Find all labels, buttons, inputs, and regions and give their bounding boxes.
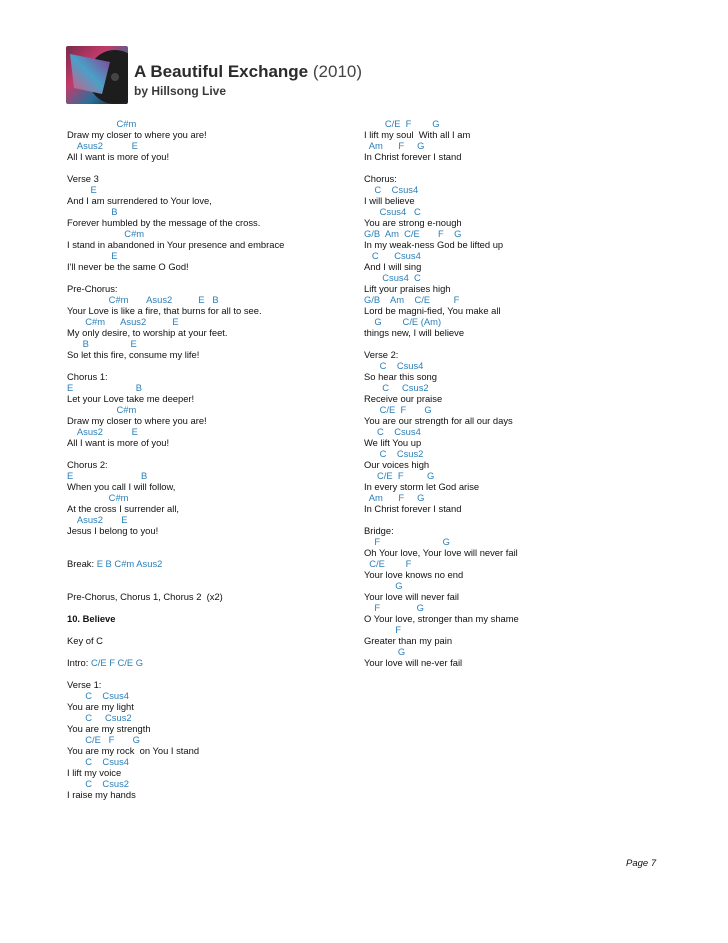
lyric-line: I will believe bbox=[364, 195, 415, 206]
chord-line: C Csus2 bbox=[67, 778, 129, 789]
lyric-line: Our voices high bbox=[364, 459, 430, 470]
lyric-line: Chorus 2: bbox=[67, 459, 108, 470]
chord-sequence: C/E F C/E G bbox=[90, 657, 144, 668]
blank-line bbox=[67, 569, 367, 580]
chord-line: C Csus4 bbox=[364, 426, 421, 437]
chord-line: Csus4 C bbox=[364, 206, 421, 217]
chord-line: E B bbox=[67, 382, 143, 393]
chord-line: C/E F G bbox=[364, 404, 432, 415]
blank-line bbox=[67, 624, 367, 635]
chord-line: F G bbox=[364, 602, 424, 613]
left-column bbox=[67, 118, 367, 800]
chord-line: B bbox=[67, 206, 118, 217]
document-header bbox=[66, 40, 366, 106]
chord-line: C/E F bbox=[364, 558, 412, 569]
chord-line: C Csus4 bbox=[364, 184, 419, 195]
lyric-line: You are my rock on You I stand bbox=[67, 745, 200, 756]
lyric-line: Pre-Chorus, Chorus 1, Chorus 2 (x2) bbox=[67, 591, 223, 602]
lyric-line: Your love knows no end bbox=[364, 569, 464, 580]
line-label: Break: bbox=[67, 558, 97, 569]
lyric-line: I raise my hands bbox=[67, 789, 136, 800]
lyric-line: So hear this song bbox=[364, 371, 437, 382]
chord-line: Asus2 E bbox=[67, 426, 138, 437]
chord-line: E B bbox=[67, 470, 148, 481]
album-year: (2010) bbox=[312, 62, 363, 81]
lyric-line: And I will sing bbox=[364, 261, 422, 272]
lyric-line: Chorus 1: bbox=[67, 371, 108, 382]
lyric-line: So let this fire, consume my life! bbox=[67, 349, 200, 360]
chord-line: E bbox=[67, 250, 118, 261]
blank-line bbox=[67, 536, 367, 547]
lyric-line: In every storm let God arise bbox=[364, 481, 480, 492]
blank-line bbox=[67, 602, 367, 613]
lyric-line: Verse 2: bbox=[364, 349, 399, 360]
blank-line bbox=[364, 162, 664, 173]
lyric-line: Verse 1: bbox=[67, 679, 102, 690]
chord-line: G C/E (Am) bbox=[364, 316, 442, 327]
blank-line bbox=[364, 338, 664, 349]
lyric-line: Lift your praises high bbox=[364, 283, 451, 294]
lyric-line: My only desire, to worship at your feet. bbox=[67, 327, 228, 338]
chord-line: C Csus4 bbox=[67, 690, 129, 701]
lyric-line: Draw my closer to where you are! bbox=[67, 129, 207, 140]
lyric-line: Bridge: bbox=[364, 525, 394, 536]
lyric-line: Forever humbled by the message of the cross. bbox=[67, 217, 261, 228]
lyric-line: Your love will ne-ver fail bbox=[364, 657, 463, 668]
lyric-line: Greater than my pain bbox=[364, 635, 453, 646]
lyric-line: You are our strength for all our days bbox=[364, 415, 513, 426]
chord-sequence: E B C#m Asus2 bbox=[96, 558, 163, 569]
chord-line: C#m Asus2 E bbox=[67, 316, 179, 327]
chord-line: Asus2 E bbox=[67, 514, 128, 525]
blank-line bbox=[67, 580, 367, 591]
lyric-line: I lift my soul With all I am bbox=[364, 129, 471, 140]
blank-line bbox=[67, 162, 367, 173]
album-artist: by Hillsong Live bbox=[134, 84, 227, 98]
lyric-line: I'll never be the same O God! bbox=[67, 261, 189, 272]
album-title-text: A Beautiful Exchange bbox=[134, 62, 309, 81]
chord-line: C#m bbox=[67, 492, 129, 503]
chord-line: E bbox=[67, 184, 97, 195]
album-cover-image bbox=[66, 46, 128, 104]
lyric-line: In Christ forever I stand bbox=[364, 503, 462, 514]
chord-line: C/E F G bbox=[67, 734, 140, 745]
chord-line: C Csus4 bbox=[364, 250, 421, 261]
chord-line: F G bbox=[364, 536, 450, 547]
chord-line: G/B Am C/E F G bbox=[364, 228, 462, 239]
lyric-line: You are my light bbox=[67, 701, 134, 712]
chord-line: C Csus4 bbox=[67, 756, 129, 767]
line-label: Intro: bbox=[67, 657, 91, 668]
lyric-line: Key of C bbox=[67, 635, 103, 646]
chord-line: G/B Am C/E F bbox=[364, 294, 460, 305]
chord-line: C#m Asus2 E B bbox=[67, 294, 219, 305]
chord-line: B E bbox=[67, 338, 137, 349]
blank-line bbox=[364, 514, 664, 525]
lyric-line: Lord be magni-fied, You make all bbox=[364, 305, 501, 316]
blank-line bbox=[67, 547, 367, 558]
lyric-line: And I am surrendered to Your love, bbox=[67, 195, 212, 206]
lyric-line: You are my strength bbox=[67, 723, 151, 734]
lyric-line: Your Love is like a fire, that burns for all to see. bbox=[67, 305, 262, 316]
chord-line: C#m bbox=[67, 118, 137, 129]
album-title bbox=[134, 62, 362, 82]
lyric-line: When you call I will follow, bbox=[67, 481, 176, 492]
lyric-line: Chorus: bbox=[364, 173, 397, 184]
chord-line: G bbox=[364, 580, 403, 591]
lyric-line: At the cross I surrender all, bbox=[67, 503, 180, 514]
label-line bbox=[67, 558, 367, 569]
chord-line: C#m bbox=[67, 404, 137, 415]
song-title: 10. Believe bbox=[67, 613, 116, 624]
chord-line: Am F G bbox=[364, 492, 425, 503]
chord-line: C Csus2 bbox=[67, 712, 132, 723]
label-line bbox=[67, 657, 367, 668]
chord-line: C#m bbox=[67, 228, 145, 239]
lyric-line: All I want is more of you! bbox=[67, 437, 170, 448]
blank-line bbox=[67, 646, 367, 657]
lyric-line: Jesus I belong to you! bbox=[67, 525, 159, 536]
page-number: Page 7 bbox=[626, 858, 657, 869]
lyric-line: I lift my voice bbox=[67, 767, 122, 778]
chord-line: Asus2 E bbox=[67, 140, 138, 151]
lyric-line: Oh Your love, Your love will never fail bbox=[364, 547, 518, 558]
chord-line: C/E F G bbox=[364, 118, 440, 129]
chord-line: Csus4 C bbox=[364, 272, 421, 283]
lyric-line: All I want is more of you! bbox=[67, 151, 170, 162]
lyric-line: In Christ forever I stand bbox=[364, 151, 462, 162]
lyric-line: things new, I will believe bbox=[364, 327, 465, 338]
chord-line: C Csus2 bbox=[364, 382, 429, 393]
chord-line: Am F G bbox=[364, 140, 425, 151]
lyric-line: Let your Love take me deeper! bbox=[67, 393, 195, 404]
lyric-line: O Your love, stronger than my shame bbox=[364, 613, 519, 624]
lyric-line: Draw my closer to where you are! bbox=[67, 415, 207, 426]
blank-line bbox=[67, 668, 367, 679]
blank-line bbox=[67, 360, 367, 371]
chord-line: G bbox=[364, 646, 406, 657]
blank-line bbox=[67, 448, 367, 459]
lyric-line: Receive our praise bbox=[364, 393, 443, 404]
chord-line: F bbox=[364, 624, 401, 635]
chord-line: C/E F G bbox=[364, 470, 435, 481]
lyric-line: I stand in abandoned in Your presence and embrace bbox=[67, 239, 285, 250]
chord-line: C Csus2 bbox=[364, 448, 424, 459]
lyric-line: You are strong e-nough bbox=[364, 217, 462, 228]
lyric-line: We lift You up bbox=[364, 437, 422, 448]
lyric-line: Pre-Chorus: bbox=[67, 283, 118, 294]
right-column bbox=[364, 118, 664, 668]
chord-line: C Csus4 bbox=[364, 360, 424, 371]
lyric-line: In my weak-ness God be lifted up bbox=[364, 239, 504, 250]
blank-line bbox=[67, 272, 367, 283]
lyric-line: Verse 3 bbox=[67, 173, 99, 184]
lyric-line: Your love will never fail bbox=[364, 591, 460, 602]
